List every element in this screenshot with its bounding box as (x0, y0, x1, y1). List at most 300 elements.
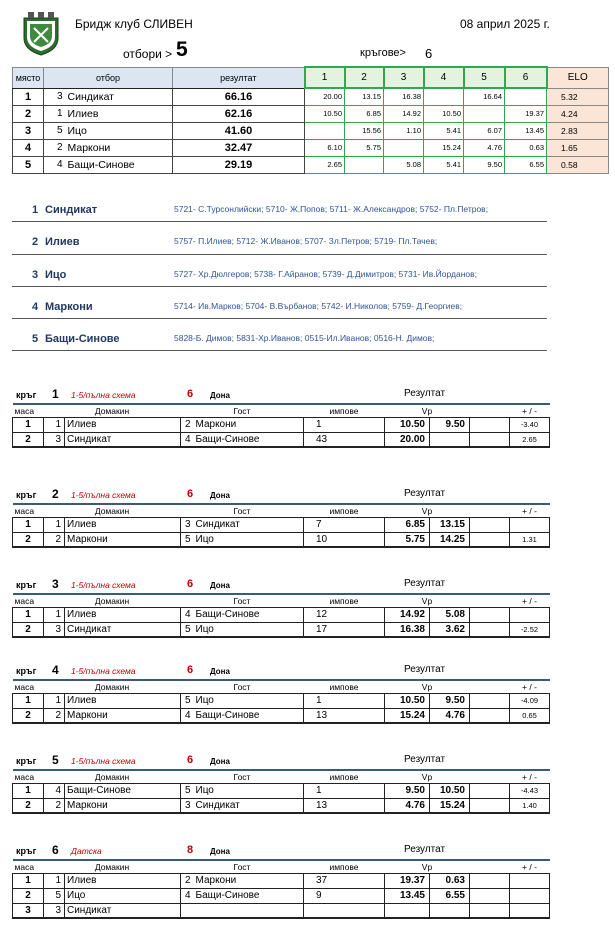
match-table-number: 2 (13, 432, 44, 447)
match-table-number: 1 (13, 873, 44, 888)
round-vp-cell: 10.50 (305, 105, 345, 122)
club-logo-icon (22, 12, 60, 56)
guest-team-number: 4 (181, 708, 194, 723)
round-vp-cell: 5.41 (424, 156, 464, 173)
round-boards: 6 (187, 754, 194, 766)
boards-label: Дона (210, 391, 230, 400)
guest-vp: 5.08 (430, 607, 470, 622)
guest-team-number: 4 (181, 432, 194, 447)
guest-vp: 3.62 (430, 622, 470, 637)
match-row (13, 417, 550, 432)
home-team-name: Бащи-Синове (65, 783, 181, 798)
roster-rank: 5 (32, 333, 39, 346)
team-header: отбор (44, 67, 173, 88)
round-vp-cell: 16.64 (464, 88, 505, 105)
round-vp-cell: 13.45 (505, 122, 547, 139)
home-col-header: Домакин (44, 404, 181, 417)
round-vp-cell: 14.92 (384, 105, 424, 122)
table-col-header: маса (13, 860, 44, 873)
imps-col-header: импове (304, 770, 385, 783)
standings-table (12, 66, 609, 174)
imps-col-header: импове (304, 860, 385, 873)
round-boards: 6 (187, 578, 194, 590)
spacer-col (470, 594, 510, 607)
guest-team-name: Маркони (194, 417, 304, 432)
report-date: 08 април 2025 г. (460, 17, 550, 31)
match-table-number: 1 (13, 693, 44, 708)
spacer-cell (470, 532, 510, 547)
guest-team-name: Синдикат (194, 798, 304, 813)
home-vp: 10.50 (385, 417, 430, 432)
spacer-cell (470, 783, 510, 798)
guest-team-name: Бащи-Синове (194, 607, 304, 622)
team-score: 29.19 (173, 156, 305, 173)
standing-rank: 3 (13, 122, 44, 139)
elo-diff (510, 903, 550, 918)
home-vp: 13.45 (385, 888, 430, 903)
elo-value: 4.24 (547, 105, 609, 122)
round-table (12, 769, 550, 814)
vp-col-header: Vp (385, 504, 470, 517)
team-score: 62.16 (173, 105, 305, 122)
round-number: 2 (52, 487, 59, 501)
match-row (13, 432, 550, 447)
spacer-cell (470, 607, 510, 622)
round-vp-cell: 2.65 (305, 156, 345, 173)
guest-vp: 9.50 (430, 417, 470, 432)
imps-col-header: импове (304, 504, 385, 517)
roster-players: 5714- Ив.Марков; 5704- В.Върбанов; 5742- И.Николов; 5759- Д.Георгиев; (174, 300, 463, 311)
guest-team-name: Бащи-Синове (194, 888, 304, 903)
roster-players: 5828-Б. Димов; 5831-Хр.Иванов; 0515-Ил.Иванов; 0516-Н. Димов; (174, 333, 435, 344)
table-col-header: маса (13, 770, 44, 783)
round-vp-cell (305, 122, 345, 139)
round-header (12, 386, 548, 403)
round-vp-cell: 20.00 (305, 88, 345, 105)
home-team-number: 1 (44, 417, 65, 432)
round-vp-cell: 15.24 (424, 139, 464, 156)
home-team-number: 4 (44, 783, 65, 798)
spacer-col (470, 680, 510, 693)
round-block (12, 662, 548, 724)
home-team-name: Илиев (65, 873, 181, 888)
round-boards: 8 (187, 844, 194, 856)
home-team-name: Синдикат (65, 432, 181, 447)
home-team-name: Илиев (65, 417, 181, 432)
roster-rank: 1 (32, 204, 39, 216)
round-vp-cell (424, 88, 464, 105)
spacer-cell (470, 708, 510, 723)
elo-diff: 1.40 (510, 798, 550, 813)
team-name: Илиев (66, 105, 173, 122)
result-label: Резултат (404, 388, 446, 399)
round-boards: 6 (187, 388, 194, 400)
match-row (13, 873, 550, 888)
guest-team-name: Ицо (194, 622, 304, 637)
guest-vp: 0.63 (430, 873, 470, 888)
home-vp: 5.75 (385, 532, 430, 547)
match-table-number: 3 (13, 903, 44, 918)
round-vp-cell: 6.85 (345, 105, 384, 122)
elo-diff: 0.65 (510, 708, 550, 723)
standing-rank: 2 (13, 105, 44, 122)
round-scheme: 1-5/пълна схема (71, 666, 136, 676)
round-scheme: 1-5/пълна схема (71, 490, 136, 500)
rounds-label: кръгове> (360, 47, 406, 59)
round-vp-cell: 15.56 (345, 122, 384, 139)
match-table-number: 1 (13, 607, 44, 622)
vp-col-header: Vp (385, 680, 470, 693)
standing-rank: 4 (13, 139, 44, 156)
home-team-name: Илиев (65, 693, 181, 708)
roster-players: 5757- П.Илиев; 5712- Ж.Иванов; 5707- Зл.Петров; 5719- Пл.Тачев; (174, 236, 438, 247)
match-row (13, 798, 550, 813)
vp-col-header: Vp (385, 594, 470, 607)
guest-team-name: Ицо (194, 783, 304, 798)
elo-diff: 2.65 (510, 432, 550, 447)
round-block (12, 386, 548, 448)
elo-diff: 1.31 (510, 532, 550, 547)
match-imps: 7 (304, 517, 385, 532)
spacer-cell (470, 622, 510, 637)
spacer-cell (470, 888, 510, 903)
round-vp-cell: 10.50 (424, 105, 464, 122)
roster-row (12, 255, 547, 287)
match-table-number: 2 (13, 622, 44, 637)
team-name: Бащи-Синове (66, 156, 173, 173)
guest-vp (430, 432, 470, 447)
spacer-cell (470, 432, 510, 447)
home-team-name: Маркони (65, 532, 181, 547)
team-name: Синдикат (66, 88, 173, 105)
table-col-header: маса (13, 680, 44, 693)
roster-players: 5727- Хр.Дюлгеров; 5738- Г.Айранов; 5739- Д.Димитров; 5731- Ив.Йорданов; (174, 268, 478, 279)
round-vp-cell: 5.08 (384, 156, 424, 173)
round-col-header: 3 (384, 67, 424, 88)
team-score: 66.16 (173, 88, 305, 105)
elo-value: 1.65 (547, 139, 609, 156)
home-col-header: Домакин (44, 770, 181, 783)
imps-col-header: импове (304, 404, 385, 417)
match-row (13, 622, 550, 637)
team-name: Ицо (66, 122, 173, 139)
guest-vp: 14.25 (430, 532, 470, 547)
standings-row (13, 122, 609, 139)
spacer-cell (470, 873, 510, 888)
teams-label: отбори > (123, 47, 173, 61)
guest-vp: 15.24 (430, 798, 470, 813)
match-imps: 12 (304, 607, 385, 622)
imps-col-header: импове (304, 680, 385, 693)
elo-diff (510, 888, 550, 903)
match-table-number: 2 (13, 798, 44, 813)
diff-col-header: + / - (510, 860, 550, 873)
standings-row (13, 156, 609, 173)
home-team-name: Маркони (65, 798, 181, 813)
round-scheme: Датска (71, 846, 102, 856)
spacer-col (470, 860, 510, 873)
spacer-cell (470, 417, 510, 432)
guest-col-header: Гост (181, 404, 304, 417)
match-row (13, 903, 550, 918)
match-row (13, 693, 550, 708)
home-vp: 19.37 (385, 873, 430, 888)
elo-header: ELO (547, 67, 609, 88)
guest-team-number (181, 903, 194, 918)
match-imps: 17 (304, 622, 385, 637)
result-label: Резултат (404, 664, 446, 675)
result-label: Резултат (404, 754, 446, 765)
vp-col-header: Vp (385, 770, 470, 783)
home-vp: 20.00 (385, 432, 430, 447)
home-vp: 14.92 (385, 607, 430, 622)
result-label: Резултат (404, 488, 446, 499)
result-label: Резултат (404, 578, 446, 589)
guest-team-number: 2 (181, 873, 194, 888)
match-row (13, 532, 550, 547)
elo-value: 5.32 (547, 88, 609, 105)
standings-row (13, 105, 609, 122)
round-vp-cell: 6.55 (505, 156, 547, 173)
guest-col-header: Гост (181, 594, 304, 607)
guest-team-number: 3 (181, 798, 194, 813)
match-imps: 10 (304, 532, 385, 547)
roster-team-name: Синдикат (45, 204, 98, 216)
diff-col-header: + / - (510, 504, 550, 517)
roster-row (12, 287, 547, 319)
spacer-cell (470, 903, 510, 918)
team-number: 3 (44, 88, 66, 105)
home-team-name: Ицо (65, 888, 181, 903)
guest-team-name: Маркони (194, 873, 304, 888)
home-vp (385, 903, 430, 918)
match-row (13, 708, 550, 723)
imps-col-header: импове (304, 594, 385, 607)
score-header: резултат (173, 67, 305, 88)
team-number: 5 (44, 122, 66, 139)
table-col-header: маса (13, 504, 44, 517)
match-table-number: 2 (13, 888, 44, 903)
elo-diff: -2.52 (510, 622, 550, 637)
home-col-header: Домакин (44, 504, 181, 517)
round-header (12, 842, 548, 859)
round-header (12, 576, 548, 593)
team-number: 2 (44, 139, 66, 156)
club-name: Бридж клуб СЛИВЕН (75, 17, 193, 31)
rounds-count: 6 (425, 46, 433, 61)
round-vp-cell: 1.10 (384, 122, 424, 139)
guest-team-number: 5 (181, 622, 194, 637)
round-block (12, 752, 548, 814)
home-team-name: Илиев (65, 607, 181, 622)
guest-vp: 10.50 (430, 783, 470, 798)
guest-col-header: Гост (181, 504, 304, 517)
boards-label: Дона (210, 757, 230, 766)
round-label: кръг (16, 756, 37, 766)
match-imps: 37 (304, 873, 385, 888)
spacer-cell (470, 517, 510, 532)
round-block (12, 842, 548, 919)
guest-vp (430, 903, 470, 918)
roster-team-name: Маркони (45, 300, 93, 313)
round-vp-cell: 6.07 (464, 122, 505, 139)
elo-diff: -4.09 (510, 693, 550, 708)
result-label: Резултат (404, 844, 446, 855)
guest-col-header: Гост (181, 680, 304, 693)
match-table-number: 2 (13, 708, 44, 723)
round-label: кръг (16, 490, 37, 500)
match-table-number: 1 (13, 417, 44, 432)
elo-diff: -3.40 (510, 417, 550, 432)
match-imps: 13 (304, 798, 385, 813)
teams-count: 5 (176, 38, 188, 61)
round-vp-cell: 9.50 (464, 156, 505, 173)
round-table-header (13, 770, 550, 783)
diff-col-header: + / - (510, 404, 550, 417)
guest-vp: 6.55 (430, 888, 470, 903)
home-team-number: 2 (44, 532, 65, 547)
guest-vp: 13.15 (430, 517, 470, 532)
boards-label: Дона (210, 847, 230, 856)
guest-team-number: 5 (181, 532, 194, 547)
home-vp: 10.50 (385, 693, 430, 708)
round-col-header: 1 (305, 67, 345, 88)
guest-team-number: 2 (181, 417, 194, 432)
round-vp-cell: 4.76 (464, 139, 505, 156)
round-table-header (13, 680, 550, 693)
guest-col-header: Гост (181, 860, 304, 873)
vp-col-header: Vp (385, 404, 470, 417)
guest-team-number: 5 (181, 783, 194, 798)
round-header (12, 752, 548, 769)
round-table-header (13, 594, 550, 607)
rank-header: място (13, 67, 44, 88)
round-vp-cell: 0.63 (505, 139, 547, 156)
round-col-header: 6 (505, 67, 547, 88)
round-header (12, 662, 548, 679)
standing-rank: 5 (13, 156, 44, 173)
round-vp-cell (345, 156, 384, 173)
round-col-header: 4 (424, 67, 464, 88)
round-block (12, 576, 548, 638)
diff-col-header: + / - (510, 770, 550, 783)
home-team-name: Синдикат (65, 903, 181, 918)
page-header (0, 0, 615, 64)
round-vp-cell (464, 105, 505, 122)
elo-diff (510, 607, 550, 622)
home-team-number: 5 (44, 888, 65, 903)
round-number: 5 (52, 753, 59, 767)
round-table-header (13, 860, 550, 873)
home-team-number: 1 (44, 873, 65, 888)
match-imps: 13 (304, 708, 385, 723)
vp-col-header: Vp (385, 860, 470, 873)
home-team-name: Маркони (65, 708, 181, 723)
guest-team-name: Бащи-Синове (194, 432, 304, 447)
match-table-number: 2 (13, 532, 44, 547)
round-scheme: 1-5/пълна схема (71, 390, 136, 400)
round-table-header (13, 504, 550, 517)
home-team-number: 1 (44, 517, 65, 532)
roster-row (12, 319, 547, 351)
round-label: кръг (16, 580, 37, 590)
standing-rank: 1 (13, 88, 44, 105)
guest-team-name: Ицо (194, 532, 304, 547)
round-vp-cell: 13.15 (345, 88, 384, 105)
guest-team-name: Бащи-Синове (194, 708, 304, 723)
boards-label: Дона (210, 581, 230, 590)
elo-value: 2.83 (547, 122, 609, 139)
team-number: 4 (44, 156, 66, 173)
guest-team-number: 4 (181, 888, 194, 903)
spacer-col (470, 504, 510, 517)
roster-rank: 3 (32, 268, 39, 281)
match-row (13, 607, 550, 622)
match-row (13, 783, 550, 798)
match-imps (304, 903, 385, 918)
round-label: кръг (16, 390, 37, 400)
round-vp-cell: 6.10 (305, 139, 345, 156)
roster-team-name: Ицо (45, 268, 67, 281)
round-table-header (13, 404, 550, 417)
table-col-header: маса (13, 594, 44, 607)
round-vp-cell (505, 88, 547, 105)
match-imps: 1 (304, 783, 385, 798)
round-vp-cell: 19.37 (505, 105, 547, 122)
table-col-header: маса (13, 404, 44, 417)
match-row (13, 517, 550, 532)
home-vp: 9.50 (385, 783, 430, 798)
round-vp-cell: 16.38 (384, 88, 424, 105)
diff-col-header: + / - (510, 680, 550, 693)
spacer-cell (470, 693, 510, 708)
home-col-header: Домакин (44, 680, 181, 693)
roster-row (12, 190, 547, 222)
roster-row (12, 222, 547, 254)
standings-row (13, 88, 609, 105)
round-number: 1 (52, 387, 59, 401)
guest-team-number: 4 (181, 607, 194, 622)
boards-label: Дона (210, 667, 230, 676)
home-vp: 4.76 (385, 798, 430, 813)
match-imps: 1 (304, 693, 385, 708)
guest-vp: 9.50 (430, 693, 470, 708)
home-team-number: 1 (44, 693, 65, 708)
home-team-name: Илиев (65, 517, 181, 532)
home-team-number: 3 (44, 432, 65, 447)
standings-row (13, 139, 609, 156)
guest-team-name: Синдикат (194, 517, 304, 532)
round-header (12, 486, 548, 503)
home-vp: 16.38 (385, 622, 430, 637)
round-number: 6 (52, 843, 59, 857)
home-col-header: Домакин (44, 594, 181, 607)
guest-team-name (194, 903, 304, 918)
guest-team-number: 5 (181, 693, 194, 708)
standings-header-row (13, 67, 609, 88)
match-imps: 1 (304, 417, 385, 432)
roster-team-name: Илиев (45, 236, 80, 249)
guest-team-name: Ицо (194, 693, 304, 708)
guest-vp: 4.76 (430, 708, 470, 723)
diff-col-header: + / - (510, 594, 550, 607)
home-team-number: 2 (44, 798, 65, 813)
round-label: кръг (16, 846, 37, 856)
roster-team-name: Бащи-Синове (45, 333, 120, 346)
match-table-number: 1 (13, 517, 44, 532)
home-col-header: Домакин (44, 860, 181, 873)
round-table (12, 503, 550, 548)
